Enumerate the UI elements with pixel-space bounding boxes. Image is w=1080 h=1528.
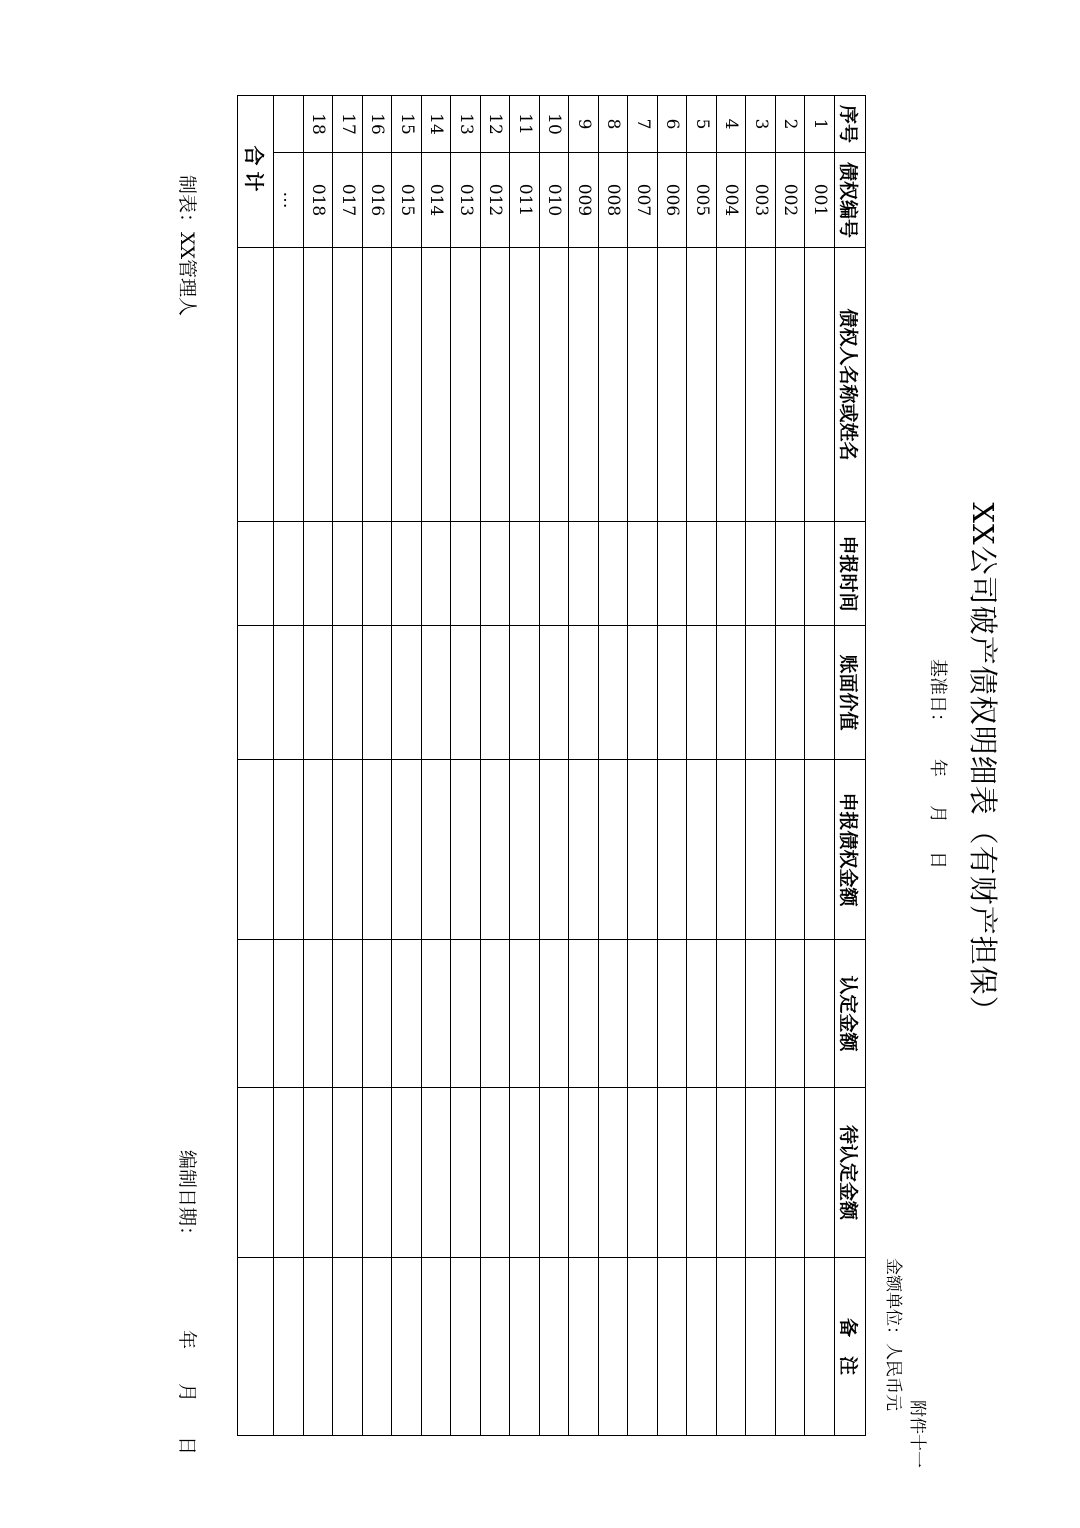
row-index: 14 <box>422 96 452 153</box>
header-creditor-name: 债权人名称或姓名 <box>835 248 866 522</box>
table-cell <box>510 1258 540 1436</box>
row-index: 12 <box>481 96 511 153</box>
table-cell <box>687 940 717 1088</box>
table-cell <box>805 522 835 626</box>
table-cell <box>599 760 629 940</box>
table-cell <box>304 522 334 626</box>
table-cell <box>569 760 599 940</box>
table-cell <box>628 940 658 1088</box>
table-cell <box>481 522 511 626</box>
table-cell <box>422 522 452 626</box>
table-cell <box>746 1258 776 1436</box>
table-cell <box>628 1088 658 1258</box>
table-cell <box>304 626 334 760</box>
table-cell <box>628 522 658 626</box>
table-cell <box>481 248 511 522</box>
row-index: 11 <box>510 96 540 153</box>
table-cell <box>392 940 422 1088</box>
document-title: XX公司破产债权明细表（有财产担保） <box>966 502 1000 1026</box>
table-cell <box>274 1088 304 1258</box>
row-index <box>274 96 304 153</box>
table-cell <box>510 248 540 522</box>
table-cell <box>392 760 422 940</box>
base-date-line <box>926 0 952 1528</box>
row-index: 17 <box>333 96 363 153</box>
table-cell <box>481 1258 511 1436</box>
table-cell <box>776 1088 806 1258</box>
table-row <box>776 96 806 1436</box>
table-cell <box>717 626 747 760</box>
row-claim-no: … <box>274 153 304 248</box>
table-cell <box>687 760 717 940</box>
table-cell <box>274 1258 304 1436</box>
table-cell <box>717 760 747 940</box>
row-claim-no: 013 <box>451 153 481 248</box>
table-cell <box>658 940 688 1088</box>
row-claim-no: 007 <box>628 153 658 248</box>
header-pending-amount: 待认定金额 <box>835 1088 866 1258</box>
table-cell <box>687 1258 717 1436</box>
total-cell <box>238 522 274 626</box>
row-index: 8 <box>599 96 629 153</box>
table-cell <box>540 940 570 1088</box>
table-header-row <box>835 96 866 1436</box>
table-cell <box>363 626 393 760</box>
row-index: 18 <box>304 96 334 153</box>
table-cell <box>658 1258 688 1436</box>
table-row <box>658 96 688 1436</box>
table-cell <box>599 1258 629 1436</box>
table-row <box>451 96 481 1436</box>
table-cell <box>510 626 540 760</box>
table-row <box>805 96 835 1436</box>
row-claim-no: 011 <box>510 153 540 248</box>
total-label: 合计 <box>238 96 274 248</box>
table-body <box>238 96 835 1436</box>
table-cell <box>658 760 688 940</box>
table-cell <box>687 522 717 626</box>
row-index: 2 <box>776 96 806 153</box>
table-cell <box>746 1088 776 1258</box>
table-cell <box>363 1088 393 1258</box>
table-row <box>422 96 452 1436</box>
row-index: 10 <box>540 96 570 153</box>
total-cell <box>238 248 274 522</box>
table-cell <box>599 248 629 522</box>
row-claim-no: 018 <box>304 153 334 248</box>
table-cell <box>746 248 776 522</box>
table-cell <box>510 522 540 626</box>
table-cell <box>776 940 806 1088</box>
table-row <box>333 96 363 1436</box>
table-cell <box>805 940 835 1088</box>
footer-date-label: 编制日期： <box>176 1150 198 1246</box>
table-row <box>363 96 393 1436</box>
total-cell <box>238 940 274 1088</box>
table-cell <box>451 1258 481 1436</box>
table-cell <box>717 248 747 522</box>
table-cell <box>540 1258 570 1436</box>
table-cell <box>569 522 599 626</box>
table-cell <box>776 248 806 522</box>
total-cell <box>238 1258 274 1436</box>
table-cell <box>746 760 776 940</box>
footer-month: 月 <box>176 1383 198 1403</box>
table-cell <box>274 522 304 626</box>
table-cell <box>422 1258 452 1436</box>
row-index: 15 <box>392 96 422 153</box>
row-index: 6 <box>658 96 688 153</box>
currency-unit: 金额单位：人民币元 <box>883 1258 903 1411</box>
footer-day: 日 <box>176 1436 198 1456</box>
header-index: 序号 <box>835 96 866 153</box>
row-claim-no: 005 <box>687 153 717 248</box>
table-cell <box>422 940 452 1088</box>
table-row <box>274 96 304 1436</box>
table-cell <box>333 760 363 940</box>
table-cell <box>628 760 658 940</box>
table-cell <box>304 940 334 1088</box>
table-cell <box>451 760 481 940</box>
base-date-label: 基准日： <box>927 659 948 731</box>
table-cell <box>569 626 599 760</box>
footer-date <box>175 1330 202 1455</box>
table-cell <box>569 248 599 522</box>
table-cell <box>628 248 658 522</box>
table-cell <box>776 760 806 940</box>
table-cell <box>540 760 570 940</box>
table-cell <box>304 1088 334 1258</box>
row-claim-no: 006 <box>658 153 688 248</box>
row-index: 7 <box>628 96 658 153</box>
table-cell <box>510 940 540 1088</box>
table-cell <box>274 760 304 940</box>
row-claim-no: 003 <box>746 153 776 248</box>
table-cell <box>392 522 422 626</box>
table-cell <box>363 1258 393 1436</box>
row-claim-no: 009 <box>569 153 599 248</box>
table-cell <box>569 940 599 1088</box>
table-cell <box>333 1258 363 1436</box>
table-cell <box>304 760 334 940</box>
claims-table <box>238 95 867 1436</box>
row-claim-no: 017 <box>333 153 363 248</box>
table-cell <box>510 1088 540 1258</box>
base-date-day: 日 <box>927 851 948 869</box>
table-cell <box>599 626 629 760</box>
base-date-month: 月 <box>927 805 948 823</box>
table-cell <box>776 522 806 626</box>
table-cell <box>422 1088 452 1258</box>
table-cell <box>422 760 452 940</box>
table-cell <box>274 626 304 760</box>
table-cell <box>658 522 688 626</box>
table-cell <box>304 248 334 522</box>
table-cell <box>540 626 570 760</box>
row-claim-no: 004 <box>717 153 747 248</box>
table-cell <box>274 940 304 1088</box>
header-remarks: 备 注 <box>835 1258 866 1436</box>
row-claim-no: 010 <box>540 153 570 248</box>
table-row <box>540 96 570 1436</box>
table-cell <box>805 626 835 760</box>
header-claim-no: 债权编号 <box>835 153 866 248</box>
table-cell <box>805 1088 835 1258</box>
table-cell <box>658 626 688 760</box>
table-cell <box>658 1088 688 1258</box>
row-index: 4 <box>717 96 747 153</box>
row-index: 1 <box>805 96 835 153</box>
table-cell <box>481 760 511 940</box>
table-cell <box>422 626 452 760</box>
table-cell <box>304 1258 334 1436</box>
table-cell <box>540 522 570 626</box>
table-cell <box>392 626 422 760</box>
row-claim-no: 014 <box>422 153 452 248</box>
table-cell <box>363 940 393 1088</box>
table-cell <box>599 1088 629 1258</box>
row-claim-no: 008 <box>599 153 629 248</box>
table-cell <box>628 626 658 760</box>
table-row <box>304 96 334 1436</box>
table-cell <box>599 522 629 626</box>
row-claim-no: 015 <box>392 153 422 248</box>
base-date-year: 年 <box>927 759 948 777</box>
row-claim-no: 012 <box>481 153 511 248</box>
table-cell <box>274 248 304 522</box>
header-book-value: 账面价值 <box>835 626 866 760</box>
table-cell <box>805 248 835 522</box>
table-cell <box>481 940 511 1088</box>
table-cell <box>451 1088 481 1258</box>
table-row <box>569 96 599 1436</box>
table-cell <box>569 1258 599 1436</box>
table-cell <box>333 1088 363 1258</box>
row-index: 5 <box>687 96 717 153</box>
table-cell <box>422 248 452 522</box>
table-cell <box>717 1088 747 1258</box>
table-cell <box>481 626 511 760</box>
total-row <box>238 96 274 1436</box>
table-cell <box>540 1088 570 1258</box>
total-cell <box>238 1088 274 1258</box>
row-index: 16 <box>363 96 393 153</box>
table-row <box>392 96 422 1436</box>
table-cell <box>333 940 363 1088</box>
total-cell <box>238 626 274 760</box>
table-cell <box>717 522 747 626</box>
header-filing-time: 申报时间 <box>835 522 866 626</box>
table-cell <box>333 626 363 760</box>
table-cell <box>333 248 363 522</box>
table-row <box>746 96 776 1436</box>
table-row <box>687 96 717 1436</box>
table-cell <box>392 248 422 522</box>
table-cell <box>481 1088 511 1258</box>
table-cell <box>363 760 393 940</box>
total-cell <box>238 760 274 940</box>
table-cell <box>569 1088 599 1258</box>
table-cell <box>717 1258 747 1436</box>
table-cell <box>746 522 776 626</box>
table-cell <box>333 522 363 626</box>
table-cell <box>599 940 629 1088</box>
table-cell <box>540 248 570 522</box>
table-cell <box>392 1258 422 1436</box>
row-claim-no: 001 <box>805 153 835 248</box>
table-row <box>599 96 629 1436</box>
table-cell <box>392 1088 422 1258</box>
table-cell <box>776 1258 806 1436</box>
table-cell <box>628 1258 658 1436</box>
table-row <box>717 96 747 1436</box>
table-cell <box>510 760 540 940</box>
table-row <box>510 96 540 1436</box>
table-cell <box>451 522 481 626</box>
table-cell <box>451 626 481 760</box>
table-cell <box>363 522 393 626</box>
row-index: 9 <box>569 96 599 153</box>
header-confirmed-amount: 认定金额 <box>835 940 866 1088</box>
attachment-label: 附件十一 <box>907 1400 927 1468</box>
table-cell <box>687 248 717 522</box>
table-cell <box>746 940 776 1088</box>
table-row <box>628 96 658 1436</box>
row-index: 3 <box>746 96 776 153</box>
table-cell <box>746 626 776 760</box>
table-cell <box>687 1088 717 1258</box>
footer-year: 年 <box>176 1330 198 1350</box>
row-index: 13 <box>451 96 481 153</box>
table-cell <box>658 248 688 522</box>
table-cell <box>451 940 481 1088</box>
table-cell <box>805 1258 835 1436</box>
table-cell <box>363 248 393 522</box>
table-cell <box>451 248 481 522</box>
table-cell <box>687 626 717 760</box>
table-cell <box>805 760 835 940</box>
table-cell <box>776 626 806 760</box>
footer-maker: 制表：XX管理人 <box>176 175 198 317</box>
row-claim-no: 002 <box>776 153 806 248</box>
table-cell <box>717 940 747 1088</box>
header-claimed-amount: 申报债权金额 <box>835 760 866 940</box>
table-row <box>481 96 511 1436</box>
row-claim-no: 016 <box>363 153 393 248</box>
